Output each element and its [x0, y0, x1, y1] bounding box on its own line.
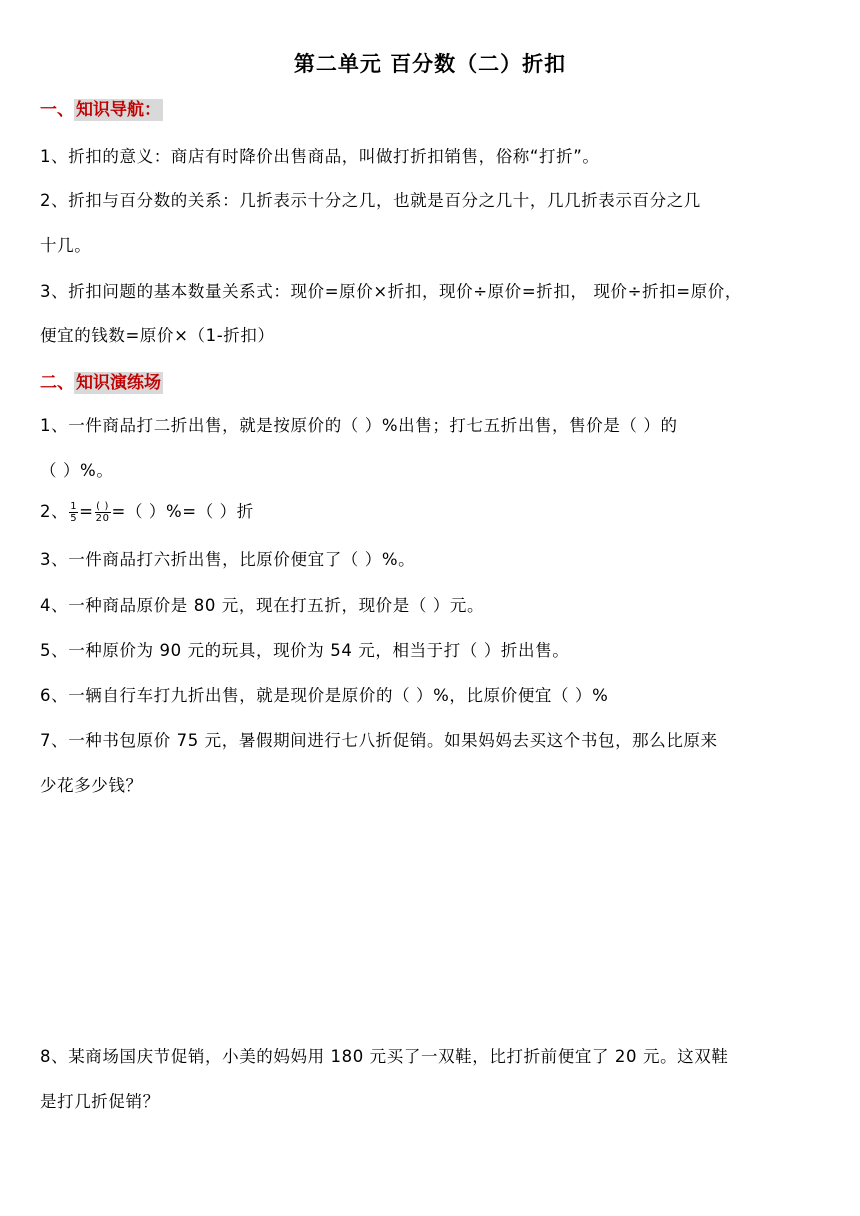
knowledge-item-3-line-1: 3、折扣问题的基本数量关系式：现价=原价×折扣，现价÷原价=折扣， 现价÷折扣=原价， — [40, 282, 742, 301]
exercise-2-rest: =（ ）%=（ ）折 — [111, 502, 254, 521]
exercise-7-line-1: 7、一种书包原价 75 元，暑假期间进行七八折促销。如果妈妈去买这个书包，那么比原来 — [40, 731, 718, 750]
section-label: 知识导航： — [76, 100, 161, 120]
equals-sign: = — [79, 502, 94, 521]
section-label: 知识演练场 — [76, 373, 161, 393]
exercise-3: 3、一件商品打六折出售，比原价便宜了（ ）%。 — [40, 550, 416, 569]
fraction-one-fifth — [69, 501, 78, 524]
exercise-2-number: 2、 — [40, 502, 69, 521]
fraction-denominator: 5 — [70, 513, 78, 524]
exercise-8-line-2: 是打几折促销？ — [40, 1092, 160, 1111]
section-heading-knowledge — [40, 95, 163, 120]
exercise-1-line-1: 1、一件商品打二折出售，就是按原价的（ ）%出售；打七五折出售，售价是（ ）的 — [40, 416, 678, 435]
knowledge-item-1: 1、折扣的意义：商店有时降价出售商品，叫做打折扣销售，俗称“打折”。 — [40, 147, 600, 166]
fraction-numerator: 1 — [70, 501, 78, 512]
knowledge-item-3-line-2: 便宜的钱数=原价×（1-折扣） — [40, 326, 275, 345]
exercise-1-line-2: （ ）%。 — [40, 461, 114, 480]
section-heading-practice — [40, 368, 163, 393]
page-title: 第二单元 百分数（二）折扣 — [293, 52, 567, 76]
section-number: 一、 — [40, 100, 74, 120]
section-number: 二、 — [40, 373, 74, 393]
exercise-2 — [40, 498, 830, 524]
exercise-8-line-1: 8、某商场国庆节促销，小美的妈妈用 180 元买了一双鞋，比打折前便宜了 20 元。这双鞋 — [40, 1047, 729, 1066]
knowledge-item-2-line-2: 十几。 — [40, 236, 92, 255]
exercise-7-line-2: 少花多少钱？ — [40, 776, 143, 795]
knowledge-item-2-line-1: 2、折扣与百分数的关系：几折表示十分之几，也就是百分之几十，几几折表示百分之几 — [40, 191, 701, 210]
exercise-6: 6、一辆自行车打九折出售，就是现价是原价的（ ）%，比原价便宜（ ）% — [40, 686, 609, 705]
exercise-4: 4、一种商品原价是 80 元，现在打五折，现价是（ ）元。 — [40, 596, 485, 615]
fraction-blank-over-twenty — [95, 501, 111, 524]
fraction-numerator: ( ) — [96, 501, 109, 512]
fraction-denominator: 20 — [95, 513, 110, 524]
exercise-5: 5、一种原价为 90 元的玩具，现价为 54 元，相当于打（ ）折出售。 — [40, 641, 570, 660]
